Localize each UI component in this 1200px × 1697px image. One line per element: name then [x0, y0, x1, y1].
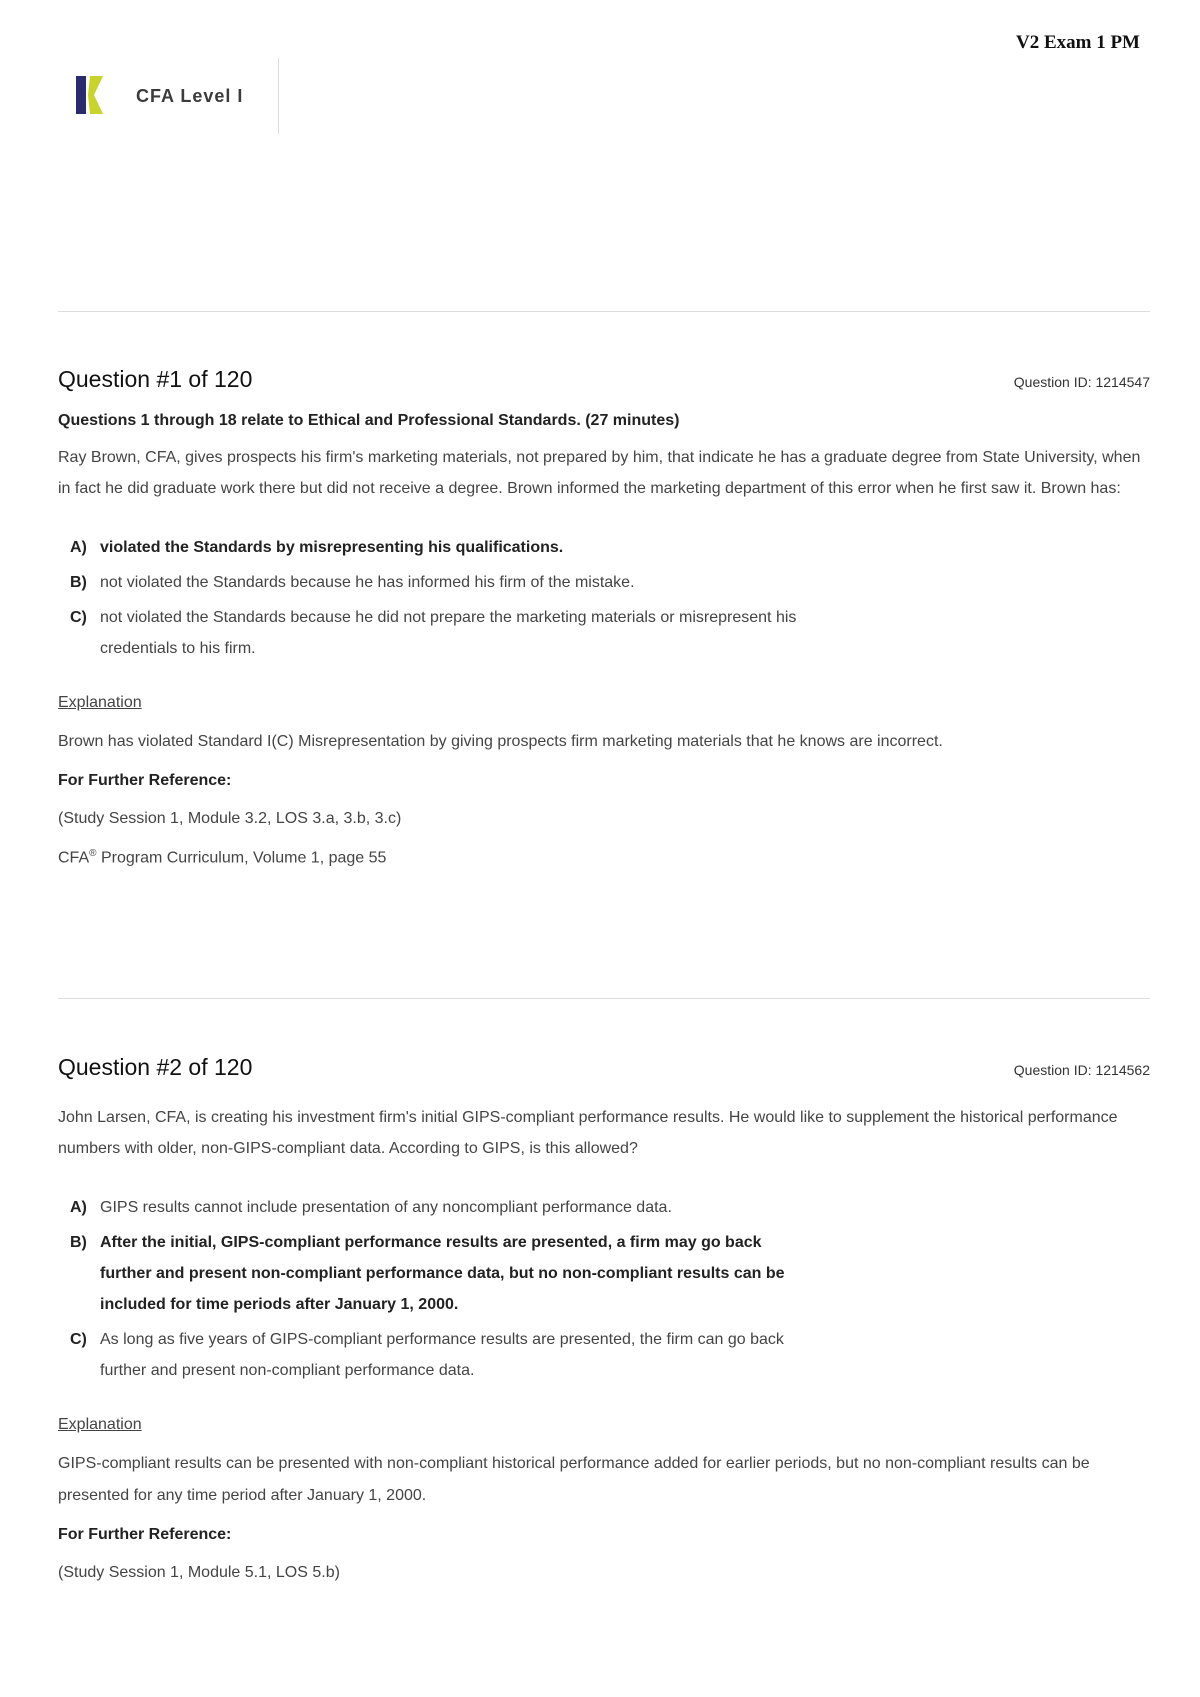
choice-a[interactable]	[70, 1192, 1150, 1223]
curriculum-rest: Program Curriculum, Volume 1, page 55	[96, 849, 387, 867]
choice-c[interactable]	[70, 602, 1150, 664]
choice-text: As long as five years of GIPS-compliant performance results are presented, the firm can go back further and present non-compliant performance data.	[100, 1331, 784, 1379]
question-id: Question ID: 1214547	[1013, 374, 1150, 390]
logo	[58, 58, 280, 134]
choice-b[interactable]	[70, 567, 1150, 598]
answer-choices	[58, 1192, 1150, 1386]
question-1	[58, 362, 1150, 867]
question-title: Question #1 of 120	[58, 366, 253, 392]
choice-text: violated the Standards by misrepresenting his qualifications.	[100, 539, 564, 556]
choice-letter: C)	[70, 609, 87, 626]
curriculum-prefix: CFA	[58, 849, 90, 867]
section-intro: Questions 1 through 18 relate to Ethical and Professional Standards. (27 minutes)	[58, 412, 680, 429]
question-title: Question #2 of 120	[58, 1054, 253, 1080]
choice-letter: A)	[70, 1199, 87, 1216]
choice-letter: B)	[70, 1234, 87, 1251]
question-id: Question ID: 1214562	[1013, 1062, 1150, 1078]
explanation-label: Explanation	[58, 694, 142, 711]
choice-text: not violated the Standards because he has informed his firm of the mistake.	[100, 574, 635, 591]
reference-label: For Further Reference:	[58, 1526, 232, 1543]
reference-curriculum	[58, 848, 1150, 867]
explanation-label: Explanation	[58, 1416, 142, 1433]
choice-b[interactable]	[70, 1227, 1150, 1320]
divider	[58, 311, 1150, 312]
reference-label: For Further Reference:	[58, 772, 232, 789]
reference-session: (Study Session 1, Module 3.2, LOS 3.a, 3.b, 3.c)	[58, 810, 402, 827]
explanation-text: GIPS-compliant results can be presented with non-compliant historical performance added for earlier periods, but no non-compliant results can be presented for any time period after January 1, 2000.	[58, 1455, 1090, 1504]
choice-letter: A)	[70, 539, 87, 556]
question-stem: John Larsen, CFA, is creating his investment firm's initial GIPS-compliant performance results. He would like to supplement the historical performance numbers with older, non-GIPS-compliant data. According to GIPS, is this allowed?	[58, 1109, 1118, 1157]
choice-letter: B)	[70, 574, 87, 591]
answer-choices	[58, 532, 1150, 664]
choice-text: not violated the Standards because he did not prepare the marketing materials or misrepresent his credentials to his firm.	[100, 609, 797, 657]
k-logo-icon	[76, 76, 116, 114]
reference-session: (Study Session 1, Module 5.1, LOS 5.b)	[58, 1564, 340, 1581]
question-stem: Ray Brown, CFA, gives prospects his firm's marketing materials, not prepared by him, that indicate he has a graduate degree from State University, when in fact he did graduate work there but did not receive a degree. Brown informed the marketing department of this error when he first saw it. Brown has:	[58, 449, 1141, 497]
exam-tag: V2 Exam 1 PM	[1015, 32, 1140, 53]
registered-mark: ®	[89, 848, 97, 859]
logo-text: CFA Level I	[136, 86, 244, 106]
question-2	[58, 1050, 1150, 1582]
logo-bar	[76, 76, 86, 114]
explanation-text: Brown has violated Standard I(C) Misrepresentation by giving prospects firm marketing materials that he knows are incorrect.	[58, 733, 943, 750]
choice-letter: C)	[70, 1331, 87, 1348]
choice-text: GIPS results cannot include presentation of any noncompliant performance data.	[100, 1199, 672, 1216]
choice-c[interactable]	[70, 1324, 1150, 1386]
divider	[58, 998, 1150, 999]
logo-divider	[278, 58, 279, 134]
choice-text: After the initial, GIPS-compliant performance results are presented, a firm may go back further and present non-compliant performance data, but no non-compliant results can be included for time periods after January 1, 2000.	[100, 1234, 785, 1313]
choice-a[interactable]	[70, 532, 1150, 563]
